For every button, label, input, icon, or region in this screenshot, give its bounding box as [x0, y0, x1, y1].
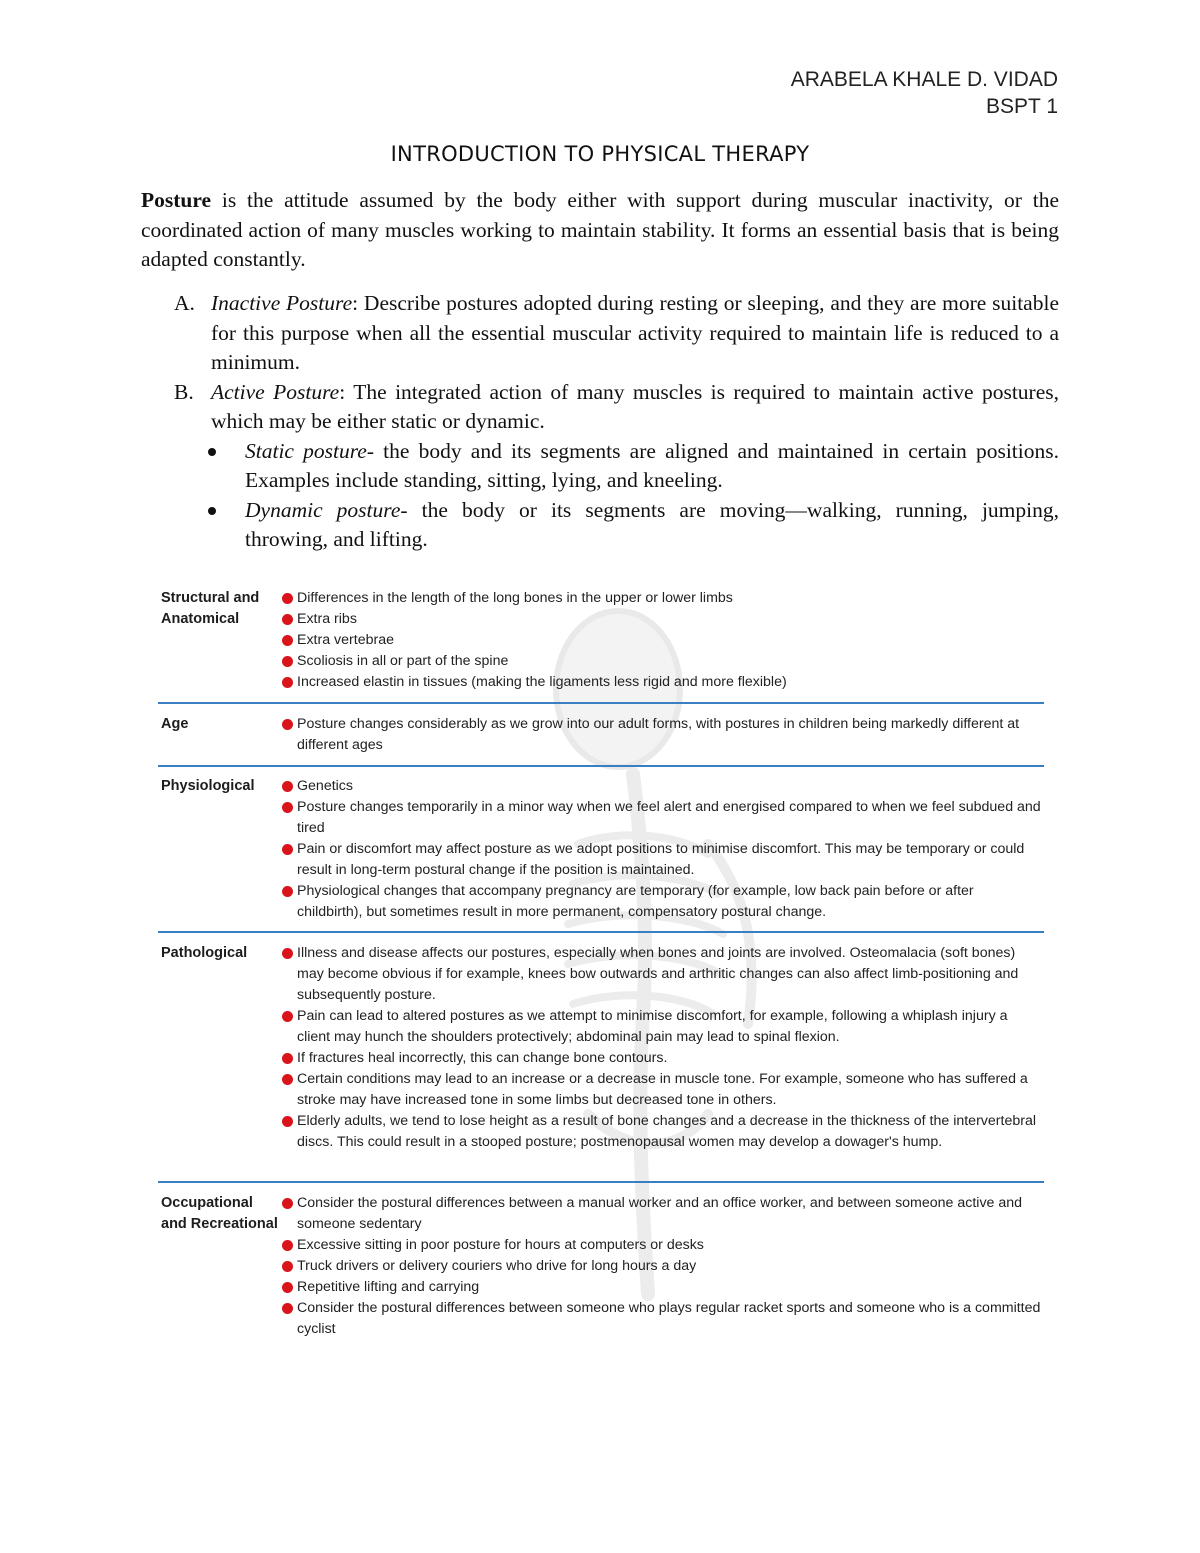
factor-point: Increased elastin in tissues (making the ligaments less rigid and more flexible): [282, 672, 1042, 693]
factor-points: [282, 943, 1042, 1153]
factor-label: Pathological: [161, 945, 248, 961]
factor-point: Pain or discomfort may affect posture as we adopt positions to minimise discomfort. This may be temporary or could result in long-term postural change if the position is maintained.: [282, 839, 1042, 881]
row-divider: [158, 702, 1044, 704]
factor-point: Differences in the length of the long bones in the upper or lower limbs: [282, 588, 1042, 609]
factor-point: Certain conditions may lead to an increase or a decrease in muscle tone. For example, someone who has suffered a stroke may have increased tone in some limbs but decreased tone in others.: [282, 1069, 1042, 1111]
factor-label: Structural and Anatomical: [161, 590, 260, 627]
row-divider: [158, 931, 1044, 933]
posture-types-list: [174, 289, 1059, 555]
inactive-posture-text: : Describe postures adopted during resting or sleeping, and they are more suitable for this purpose when all the essential muscular activity required to maintain life is reduced to a minimum.: [211, 291, 1059, 374]
posture-term: Posture: [141, 188, 212, 212]
factor-point: Extra ribs: [282, 609, 1042, 630]
row-divider: [158, 765, 1044, 767]
list-item-dynamic: [208, 496, 1059, 555]
author-name: ARABELA KHALE D. VIDAD: [790, 68, 1058, 91]
inactive-posture-term: Inactive Posture: [211, 291, 353, 315]
factor-points: [282, 1193, 1042, 1340]
factor-points: [282, 714, 1042, 756]
static-posture-text: - the body and its segments are aligned and maintained in certain positions. Examples include standing, sitting, lying, and kneeling.: [245, 438, 1059, 492]
intro-paragraph: [141, 186, 1059, 275]
list-item-inactive: [174, 289, 1059, 378]
factor-points: [282, 588, 1042, 693]
factor-label: Physiological: [161, 778, 255, 794]
posture-factors-table: [158, 584, 1044, 1349]
factor-point: Posture changes considerably as we grow into our adult forms, with postures in children being markedly different at different ages: [282, 714, 1042, 756]
factor-point: Excessive sitting in poor posture for hours at computers or desks: [282, 1235, 1042, 1256]
factor-point: Extra vertebrae: [282, 630, 1042, 651]
factor-point: Pain can lead to altered postures as we attempt to minimise discomfort, for example, following a whiplash injury a client may hunch the shoulders protectively; abdominal pain may lead to spinal flexion.: [282, 1006, 1042, 1048]
dynamic-posture-term: Dynamic posture: [245, 497, 401, 522]
factor-point: Repetitive lifting and carrying: [282, 1277, 1042, 1298]
factor-point: Truck drivers or delivery couriers who drive for long hours a day: [282, 1256, 1042, 1277]
list-item-active: [174, 378, 1059, 437]
active-posture-text: : The integrated action of many muscles is required to maintain active postures, which may be either static or dynamic.: [211, 379, 1059, 433]
factor-point: Consider the postural differences between a manual worker and an office worker, and between someone active and someone sedentary: [282, 1193, 1042, 1235]
list-marker: B.: [174, 379, 194, 404]
document-title: INTRODUCTION TO PHYSICAL THERAPY: [390, 142, 810, 166]
factor-point: Elderly adults, we tend to lose height as a result of bone changes and a decrease in the thickness of the intervertebral discs. This could result in a stooped posture; postmenopausal women may develop a dowager's hump.: [282, 1111, 1042, 1153]
factor-point: Illness and disease affects our postures, especially when bones and joints are involved. Osteomalacia (soft bones) may become obvious if for example, knees bow outwards and arthritic changes can also affect limb-positioning and subsequently posture.: [282, 943, 1042, 1006]
sub-list-wrapper: [174, 437, 1059, 555]
factor-point: Consider the postural differences between someone who plays regular racket sports and someone who is a committed cyclist: [282, 1298, 1042, 1340]
course-label: BSPT 1: [986, 95, 1058, 118]
bullet-icon: [208, 496, 245, 555]
factor-label: Occupational and Recreational: [161, 1195, 278, 1232]
active-posture-term: Active Posture: [211, 379, 340, 404]
static-posture-term: Static posture: [245, 438, 367, 463]
posture-definition: is the attitude assumed by the body either with support during muscular inactivity, or the coordinated action of many muscles working to maintain stability. It forms an essential basis that is being adapted constantly.: [141, 188, 1059, 271]
factor-point: Posture changes temporarily in a minor way when we feel alert and energised compared to when we feel subdued and tired: [282, 797, 1042, 839]
factor-points: [282, 776, 1042, 923]
factor-point: Scoliosis in all or part of the spine: [282, 651, 1042, 672]
list-marker: A.: [174, 291, 195, 315]
factor-label: Age: [161, 716, 189, 732]
row-divider: [158, 1181, 1044, 1183]
dynamic-posture-text: - the body or its segments are moving—walking, running, jumping, throwing, and lifting.: [245, 497, 1059, 551]
factor-point: Genetics: [282, 776, 1042, 797]
factor-point: If fractures heal incorrectly, this can change bone contours.: [282, 1048, 1042, 1069]
factor-point: Physiological changes that accompany pregnancy are temporary (for example, low back pain before or after childbirth), but sometimes result in more permanent, compensatory postural change.: [282, 881, 1042, 923]
document-header: [791, 66, 1058, 120]
list-item-static: [208, 437, 1059, 496]
active-posture-sub-list: [174, 437, 1059, 555]
bullet-icon: [208, 437, 245, 496]
